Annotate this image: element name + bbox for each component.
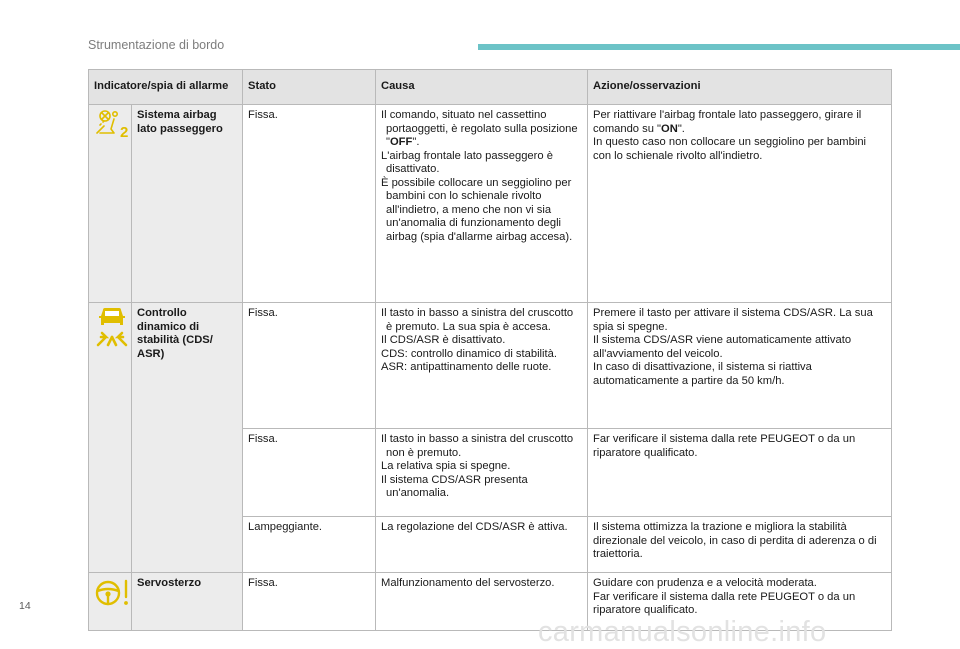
table-header-row: [89, 70, 892, 105]
airbag-name: Sistema airbag lato passeggero: [132, 105, 243, 303]
watermark: carmanualsonline.info: [538, 616, 827, 648]
header-action: Azione/osservazioni: [588, 70, 892, 105]
section-title: Strumentazione di bordo: [88, 38, 225, 52]
warning-lights-table: [88, 69, 892, 631]
header-accent-bar: [478, 44, 960, 50]
airbag-state: Fissa.: [243, 105, 376, 303]
cds-action-2: Far verificare il sistema dalla rete PEUGEOT o da un riparatore qualificato.: [588, 429, 892, 517]
cds-name: Controllo dinamico di stabilità (CDS/ ASR): [132, 303, 243, 573]
svg-text:2: 2: [120, 124, 129, 139]
power-steering-warning-icon: [94, 577, 132, 609]
steering-state: Fissa.: [243, 573, 376, 631]
airbag-cause: Il comando, situato nel cassettino portaoggetti, è regolato sulla posizione "OFF". L'airbag frontale lato passeggero è disattivato. È possibile collocare un seggiolino per bambini con lo schienale rivolto all'indietro, a meno che non vi sia un'anomalia di funzionamento degli airbag (spia d'allarme airbag accesa).: [376, 105, 588, 303]
airbag-icon-cell: [89, 105, 132, 303]
cds-state-1: Fissa.: [243, 303, 376, 429]
cds-action-3: Il sistema ottimizza la trazione e migliora la stabilità direzionale del veicolo, in caso di perdita di aderenza o di traiettoria.: [588, 517, 892, 573]
cds-state-2: Fissa.: [243, 429, 376, 517]
cds-cause-1: Il tasto in basso a sinistra del cruscotto è premuto. La sua spia è accesa. Il CDS/ASR è disattivato. CDS: controllo dinamico di stabilità. ASR: antipattinamento delle ruote.: [376, 303, 588, 429]
stability-control-icon: [94, 307, 130, 347]
cds-cause-3: La regolazione del CDS/ASR è attiva.: [376, 517, 588, 573]
steering-icon-cell: [89, 573, 132, 631]
airbag-action: Per riattivare l'airbag frontale lato passeggero, girare il comando su "ON". In questo caso non collocare un seggiolino per bambini con lo schienale rivolto all'indietro.: [588, 105, 892, 303]
cds-cause-2: Il tasto in basso a sinistra del cruscotto non è premuto. La relativa spia si spegne. Il sistema CDS/ASR presenta un'anomalia.: [376, 429, 588, 517]
header-cause: Causa: [376, 70, 588, 105]
cds-action-1: Premere il tasto per attivare il sistema CDS/ASR. La sua spia si spegne. Il sistema CDS/ASR viene automaticamente attivato all'avviamento del veicolo. In caso di disattivazione, il sistema si riattiva automaticamente a partire da 50 km/h.: [588, 303, 892, 429]
table-row-airbag: [89, 105, 892, 303]
header-state: Stato: [243, 70, 376, 105]
page-number: 14: [19, 600, 31, 612]
header-indicator: Indicatore/spia di allarme: [89, 70, 243, 105]
cds-state-3: Lampeggiante.: [243, 517, 376, 573]
steering-action: Guidare con prudenza e a velocità moderata. Far verificare il sistema dalla rete PEUGEOT o da un riparatore qualificato.: [588, 573, 892, 631]
steering-name: Servosterzo: [132, 573, 243, 631]
steering-cause: Malfunzionamento del servosterzo.: [376, 573, 588, 631]
table-row-cds-1: [89, 303, 892, 429]
cds-icon-cell: [89, 303, 132, 573]
airbag-off-icon: [94, 109, 130, 139]
